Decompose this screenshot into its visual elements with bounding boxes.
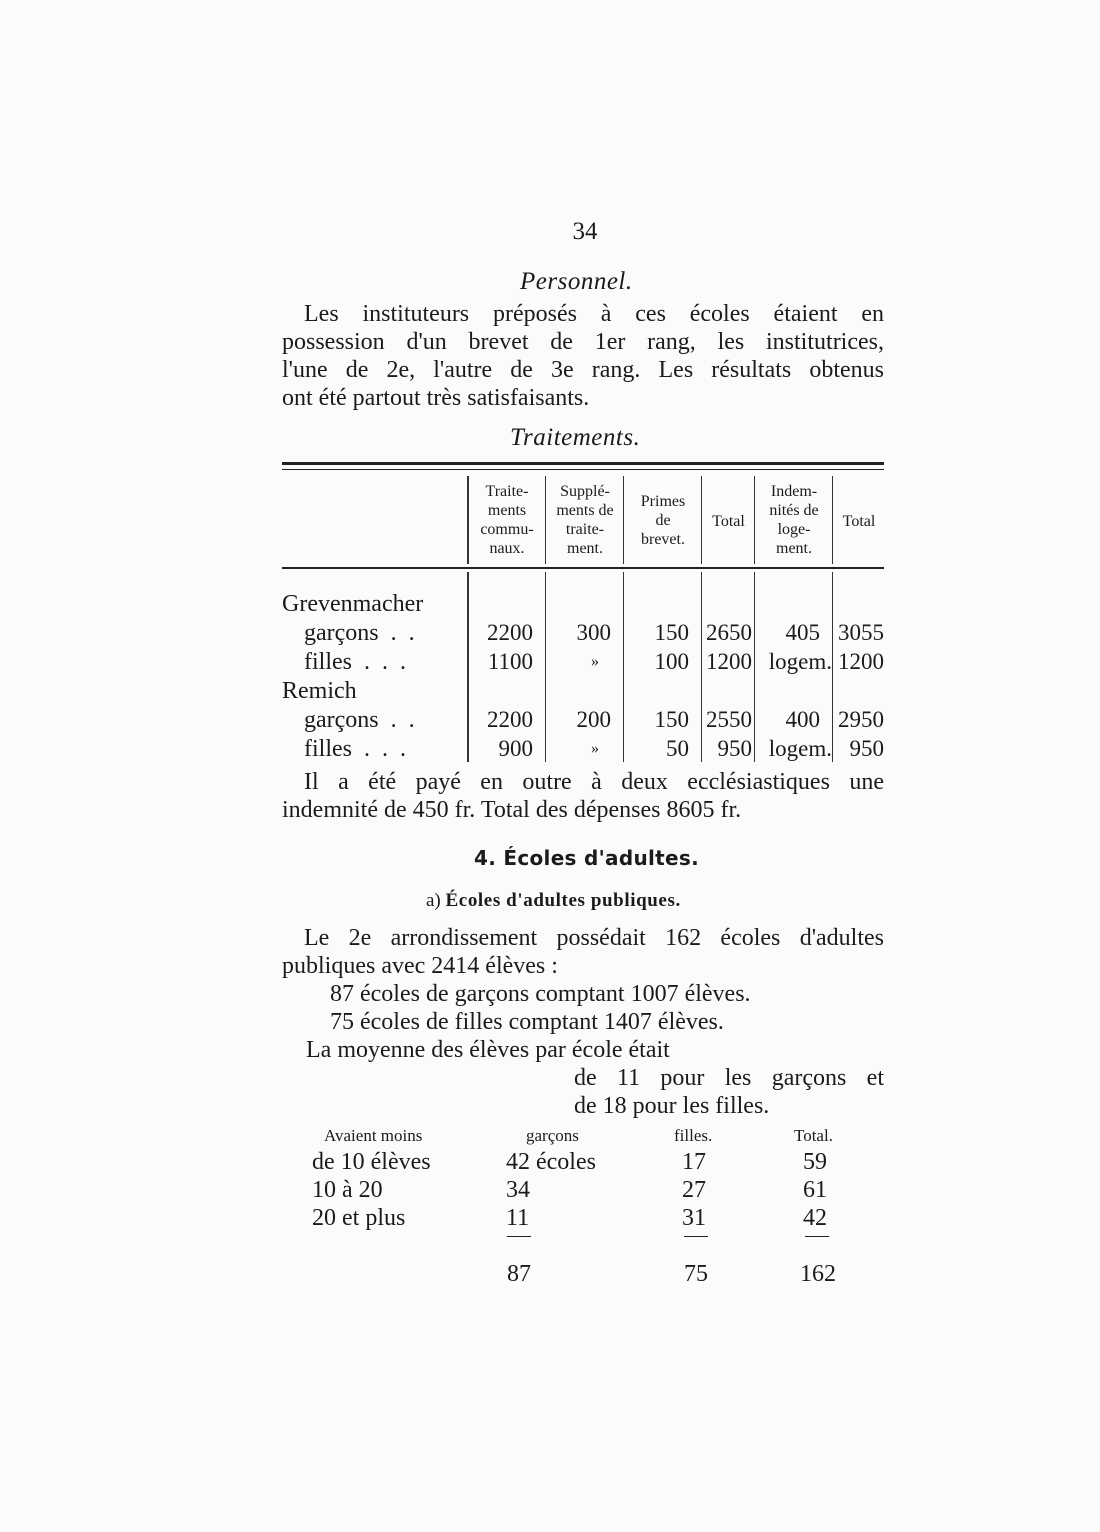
table-column-divider [832, 476, 833, 564]
stats-cell: 34 [506, 1177, 530, 1203]
stats-header: Avaient moins [324, 1126, 423, 1145]
stats-total: 75 [684, 1261, 708, 1287]
table-cell: 3055 [838, 620, 884, 645]
stats-cell: 59 [803, 1149, 827, 1175]
paragraph-line: Les instituteurs préposés à ces écoles étaient en [304, 301, 884, 327]
table-cell: » [591, 653, 599, 670]
row-label: garçons . . [304, 620, 415, 646]
table-column-divider [623, 476, 624, 564]
stats-cell: de 10 élèves [312, 1149, 431, 1175]
sum-rule [507, 1236, 531, 1237]
personnel-heading: Personnel. [520, 268, 633, 295]
paragraph-line: publiques avec 2414 élèves : [282, 953, 558, 979]
stats-cell: 11 [506, 1205, 530, 1231]
paragraph-line: 75 écoles de filles comptant 1407 élèves. [330, 1009, 724, 1035]
paragraph-line: possession d'un brevet de 1er rang, les institutrices, [282, 329, 884, 355]
table-cell: 950 [849, 736, 884, 761]
paragraph-line: Le 2e arrondissement possédait 162 écoles d'adultes [304, 925, 884, 951]
table-cell: 200 [576, 707, 611, 732]
subsection-label: Écoles d'adultes publiques. [445, 890, 681, 911]
row-label: garçons . . [304, 707, 415, 733]
stats-cell: 31 [682, 1205, 706, 1231]
personnel-paragraph [282, 300, 884, 412]
table-column-divider [754, 572, 755, 762]
table-cell: 1200 [706, 649, 752, 674]
table-top-rule-thin [282, 469, 884, 470]
sum-rule [684, 1236, 708, 1237]
table-top-rule [282, 462, 884, 465]
paragraph-line: ont été partout très satisfaisants. [282, 385, 590, 411]
stats-cell: 20 et plus [312, 1205, 406, 1231]
table-column-divider [623, 572, 624, 762]
subsection-title [426, 890, 681, 912]
table-cell: 100 [654, 649, 689, 674]
stats-cell: 42 [803, 1205, 827, 1231]
paragraph-line: de 18 pour les filles. [574, 1093, 770, 1119]
table-column-divider [701, 476, 702, 564]
paragraph-line: 87 écoles de garçons comptant 1007 élèves. [330, 981, 751, 1007]
table-cell: 2550 [706, 707, 752, 732]
column-header-total-2: Total [842, 513, 876, 530]
table-cell: 2200 [487, 620, 533, 645]
column-header-traitements: Traite- ments commu- naux. [480, 483, 534, 557]
stats-cell: 10 à 20 [312, 1177, 383, 1203]
column-header-indemnites: Indem- nités de loge- ment. [769, 483, 819, 557]
column-header-supplements: Supplé- ments de traite- ment. [556, 483, 614, 557]
table-cell: 2950 [838, 707, 884, 732]
stats-cell: 27 [682, 1177, 706, 1203]
table-cell: 1200 [838, 649, 884, 674]
table-cell: 1100 [487, 649, 533, 674]
table-cell: 950 [717, 736, 752, 761]
table-cell: 2200 [487, 707, 533, 732]
table-cell: 900 [498, 736, 533, 761]
stats-header: Total. [794, 1126, 833, 1145]
paragraph-line: Il a été payé en outre à deux ecclésiastiques une [304, 769, 884, 795]
table-cell: 300 [576, 620, 611, 645]
page-number: 34 [572, 218, 598, 245]
stats-header: filles. [674, 1126, 713, 1145]
row-label: filles . . . [304, 649, 406, 675]
stats-cell: 42 écoles [506, 1149, 596, 1175]
adult-schools-paragraph [282, 924, 884, 980]
section-title: 4. Écoles d'adultes. [474, 846, 699, 870]
column-header-total: Total [712, 513, 745, 530]
table-cell: 405 [785, 620, 820, 645]
table-cell: » [591, 740, 599, 757]
stats-total: 162 [800, 1261, 836, 1287]
table-column-divider [754, 476, 755, 564]
row-label: Remich [282, 678, 357, 704]
table-cell: logem. [768, 736, 832, 761]
table-cell: 150 [654, 620, 689, 645]
table-cell: logem. [768, 649, 832, 674]
paragraph-line: l'une de 2e, l'autre de 3e rang. Les résultats obtenus [282, 357, 884, 383]
table-cell: 400 [785, 707, 820, 732]
stats-total: 87 [507, 1261, 531, 1287]
stats-header: garçons [526, 1126, 579, 1145]
table-cell: 2650 [706, 620, 752, 645]
table-cell: 150 [654, 707, 689, 732]
expenses-paragraph [282, 768, 884, 824]
stats-cell: 17 [682, 1149, 706, 1175]
paragraph-line: de 11 pour les garçons et [574, 1065, 884, 1091]
table-column-divider [545, 476, 546, 564]
table-cell: 50 [666, 736, 689, 761]
traitements-heading: Traitements. [510, 424, 641, 451]
paragraph-line: La moyenne des élèves par école était [306, 1037, 670, 1063]
paragraph-line: indemnité de 450 fr. Total des dépenses 8605 fr. [282, 797, 742, 823]
row-label: Grevenmacher [282, 591, 424, 617]
row-label: filles . . . [304, 736, 406, 762]
table-header-rule [282, 567, 884, 569]
sum-rule [805, 1236, 829, 1237]
column-header-primes: Primes de brevet. [640, 493, 686, 548]
table-column-divider [545, 572, 546, 762]
stats-cell: 61 [803, 1177, 827, 1203]
subsection-prefix: a) [426, 890, 441, 911]
